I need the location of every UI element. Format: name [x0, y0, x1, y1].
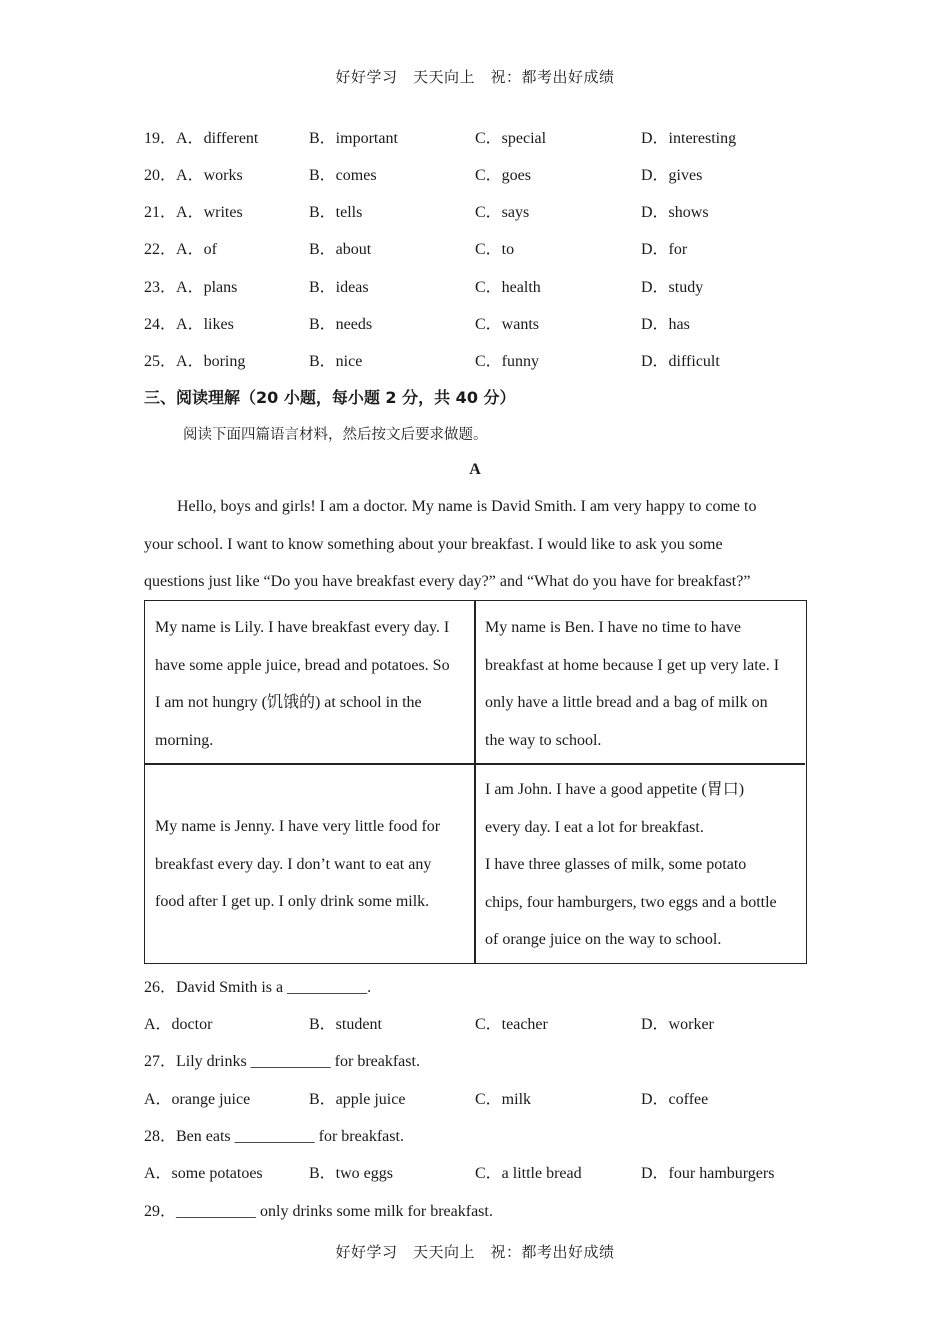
- table-cell-ben: My name is Ben. I have no time to have breakfast at home because I get up very late. I only have a little bread and a bag of milk on the way to school.: [485, 619, 780, 749]
- option-a: A．some potatoes: [144, 1165, 263, 1182]
- section-instruction: 阅读下面四篇语言材料，然后按文后要求做题。: [183, 427, 488, 443]
- option-d: D．has: [641, 316, 690, 333]
- option-d: D．study: [641, 279, 704, 296]
- option-b: B．about: [309, 241, 372, 258]
- option-c: C．teacher: [475, 1016, 548, 1033]
- option-c: C．says: [475, 204, 530, 221]
- option-b: B．apple juice: [309, 1091, 406, 1108]
- table-cell-john: I am John. I have a good appetite (胃口) every day. I eat a lot for breakfast. I have three glasses of milk, some potato chips, four hamburgers, two eggs and a bottle of orange juice on the way to school.: [485, 781, 777, 948]
- option-c: C．milk: [475, 1091, 532, 1108]
- option-b: B．important: [309, 130, 398, 147]
- question-28: 28．Ben eats __________ for breakfast.: [144, 1128, 404, 1145]
- option-b: B．tells: [309, 204, 363, 221]
- cloze-options-23: [144, 274, 824, 296]
- option-c: C．special: [475, 130, 547, 147]
- table-cell-lily: My name is Lily. I have breakfast every day. I have some apple juice, bread and potatoes. So I am not hungry (饥饿的) at school in the morning.: [155, 619, 450, 749]
- option-c: C．wants: [475, 316, 540, 333]
- option-c: C．health: [475, 279, 541, 296]
- option-c: C．goes: [475, 167, 532, 184]
- option-b: B．needs: [309, 316, 373, 333]
- option-d: D．shows: [641, 204, 709, 221]
- option-d: D．for: [641, 241, 688, 258]
- option-d: D．four hamburgers: [641, 1165, 775, 1182]
- question-27-options: [144, 1086, 824, 1108]
- breakfast-table: [144, 600, 807, 964]
- option-a: 20．A．works: [144, 167, 243, 184]
- option-c: C．funny: [475, 353, 540, 370]
- question-26-options: [144, 1011, 824, 1033]
- option-a: 25．A．boring: [144, 353, 246, 370]
- table-divider-horizontal: [145, 763, 805, 765]
- question-27: 27．Lily drinks __________ for breakfast.: [144, 1053, 420, 1070]
- page-footer: 好好学习 天天向上 祝：都考出好成绩: [335, 1243, 615, 1261]
- cloze-options-19: [144, 125, 824, 147]
- option-d: D．worker: [641, 1016, 714, 1033]
- cloze-options-24: [144, 311, 824, 333]
- section-title: 三、阅读理解（20 小题，每小题 2 分，共 40 分）: [144, 388, 516, 407]
- cloze-options-20: [144, 162, 824, 184]
- passage-line: questions just like “Do you have breakfast every day?” and “What do you have for breakfast?”: [144, 573, 751, 590]
- option-a: A．orange juice: [144, 1091, 251, 1108]
- cloze-options-25: [144, 348, 824, 370]
- option-a: 21．A．writes: [144, 204, 243, 221]
- question-29: 29．__________ only drinks some milk for breakfast.: [144, 1203, 493, 1220]
- option-d: D．coffee: [641, 1091, 709, 1108]
- question-28-options: [144, 1160, 824, 1182]
- option-a: 23．A．plans: [144, 279, 238, 296]
- option-d: D．gives: [641, 167, 703, 184]
- cloze-options-22: [144, 236, 824, 258]
- option-a: 19．A．different: [144, 130, 259, 147]
- question-26: 26．David Smith is a __________.: [144, 979, 372, 996]
- option-c: C．a little bread: [475, 1165, 582, 1182]
- option-b: B．two eggs: [309, 1165, 394, 1182]
- option-b: B．nice: [309, 353, 363, 370]
- cloze-options-21: [144, 199, 824, 221]
- passage-line: Hello, boys and girls! I am a doctor. My name is David Smith. I am very happy to come to: [177, 498, 757, 515]
- option-b: B．ideas: [309, 279, 369, 296]
- table-cell-jenny: My name is Jenny. I have very little food for breakfast every day. I don’t want to eat any food after I get up. I only drink some milk.: [155, 818, 441, 910]
- option-a: 24．A．likes: [144, 316, 234, 333]
- passage-label: A: [469, 461, 481, 478]
- option-b: B．comes: [309, 167, 377, 184]
- option-d: D．difficult: [641, 353, 720, 370]
- option-d: D．interesting: [641, 130, 737, 147]
- passage-line: your school. I want to know something about your breakfast. I would like to ask you some: [144, 536, 723, 553]
- page-header: 好好学习 天天向上 祝：都考出好成绩: [335, 68, 615, 86]
- option-a: A．doctor: [144, 1016, 213, 1033]
- option-c: C．to: [475, 241, 515, 258]
- option-b: B．student: [309, 1016, 382, 1033]
- option-a: 22．A．of: [144, 241, 217, 258]
